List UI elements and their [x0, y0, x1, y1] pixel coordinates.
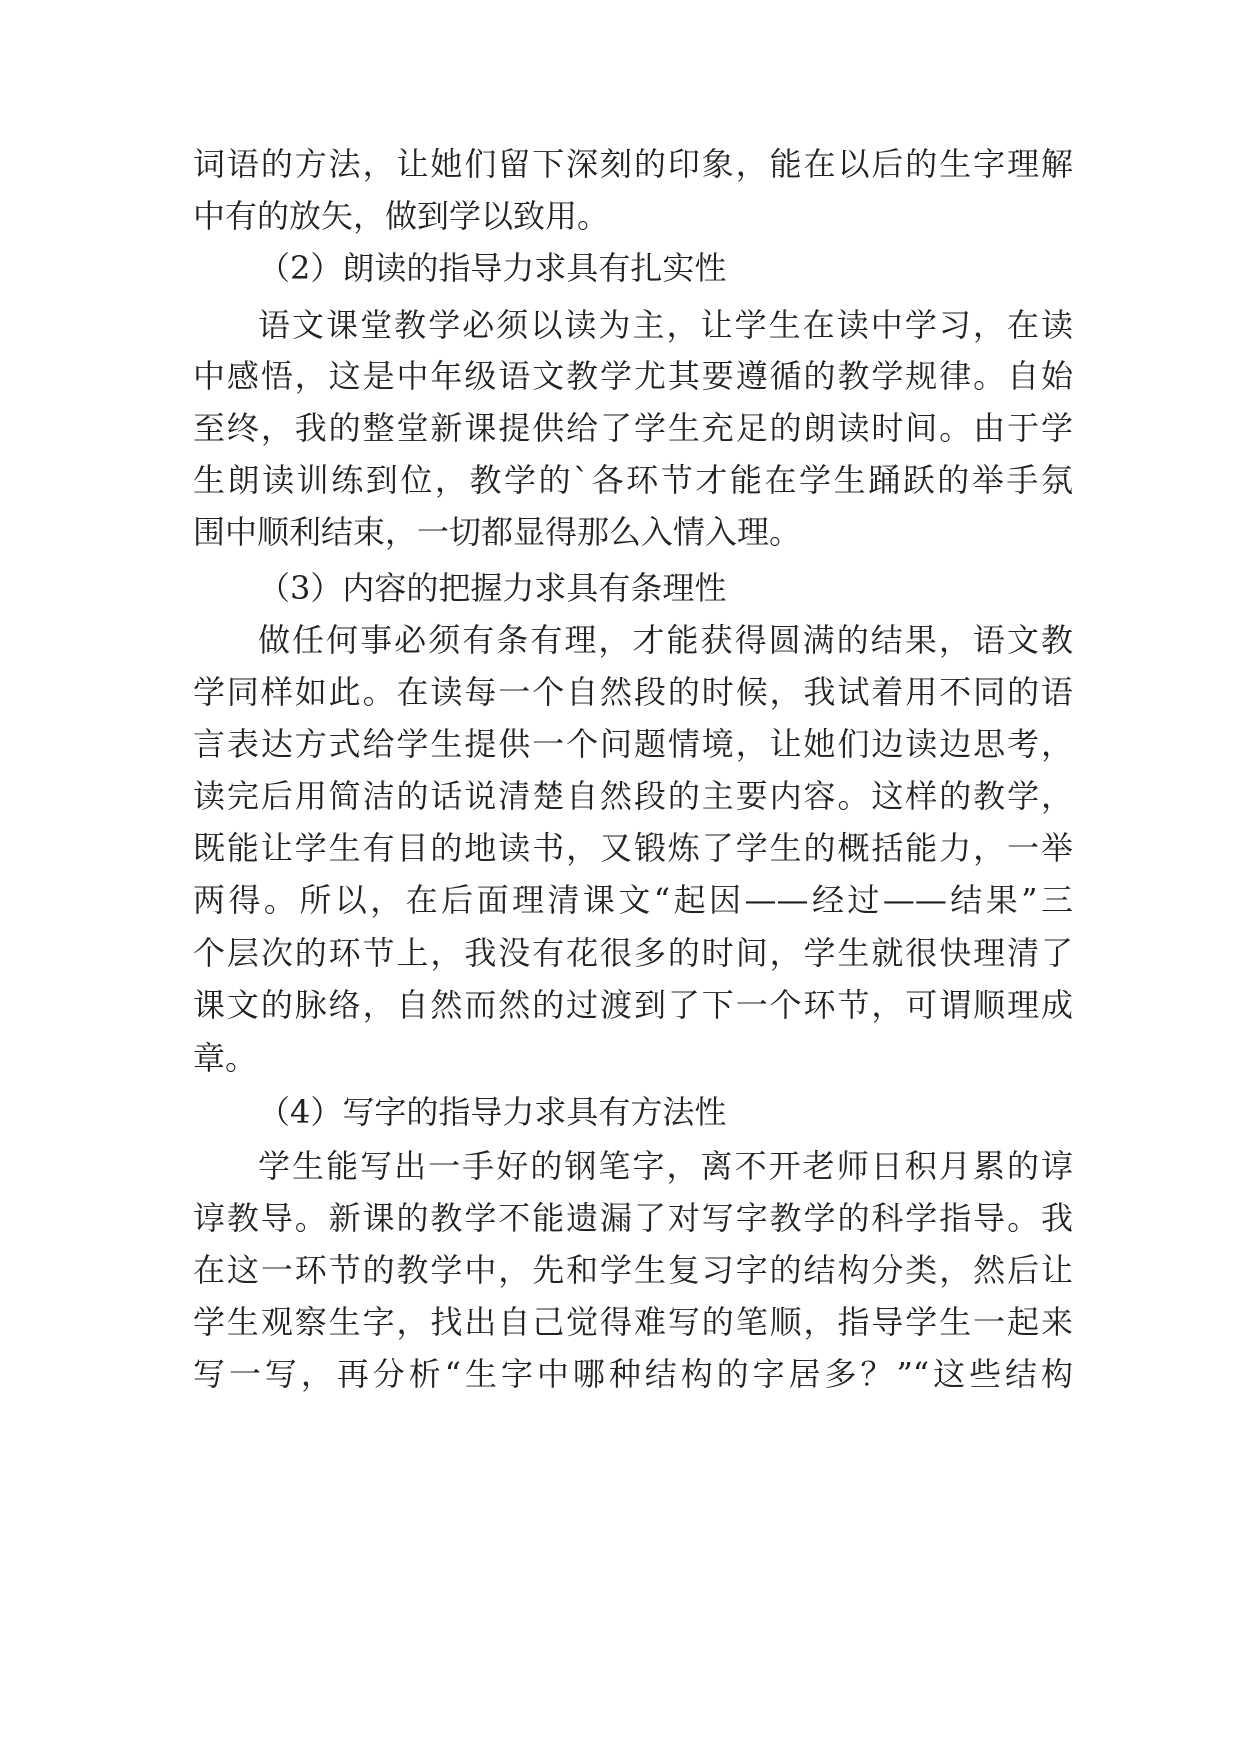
text-line: 两得。所以，在后面理清课文“起因——经过——结果”三 [193, 881, 1073, 919]
text-line: 写一写，再分析“生字中哪种结构的字居多？”“这些结构 [193, 1355, 1073, 1393]
text-line: 个层次的环节上，我没有花很多的时间，学生就很快理清了 [193, 934, 1073, 972]
text-line: 言表达方式给学生提供一个问题情境，让她们边读边思考， [193, 725, 1073, 763]
text-line: 围中顺利结束，一切都显得那么入情入理。 [193, 513, 802, 551]
paragraph-first-line: 语文课堂教学必须以读为主，让学生在读中学习，在读 [258, 306, 1073, 344]
section-heading: （4）写字的指导力求具有方法性 [258, 1093, 727, 1131]
paragraph-first-line: 学生能写出一手好的钢笔字，离不开老师日积月累的谆 [258, 1147, 1073, 1185]
text-line: 谆教导。新课的教学不能遗漏了对写字教学的科学指导。我 [193, 1199, 1073, 1237]
text-line: 课文的脉络，自然而然的过渡到了下一个环节，可谓顺理成 [193, 986, 1073, 1024]
text-line: 词语的方法，让她们留下深刻的印象，能在以后的生字理解 [193, 145, 1073, 183]
text-line: 学同样如此。在读每一个自然段的时候，我试着用不同的语 [193, 673, 1073, 711]
section-heading: （3）内容的把握力求具有条理性 [258, 569, 727, 607]
text-line: 既能让学生有目的地读书，又锻炼了学生的概括能力，一举 [193, 829, 1073, 867]
text-line: 中有的放矢，做到学以致用。 [193, 197, 610, 235]
text-line: 学生观察生字，找出自己觉得难写的笔顺，指导学生一起来 [193, 1303, 1073, 1341]
text-line: 读完后用简洁的话说清楚自然段的主要内容。这样的教学， [193, 777, 1073, 815]
paragraph-first-line: 做任何事必须有条有理，才能获得圆满的结果，语文教 [258, 621, 1073, 659]
text-line: 至终，我的整堂新课提供给了学生充足的朗读时间。由于学 [193, 409, 1073, 447]
text-line: 中感悟，这是中年级语文教学尤其要遵循的教学规律。自始 [193, 357, 1073, 395]
text-line: 在这一环节的教学中，先和学生复习字的结构分类，然后让 [193, 1251, 1073, 1289]
text-line: 生朗读训练到位，教学的`各环节才能在学生踊跃的举手氛 [193, 461, 1073, 499]
section-heading: （2）朗读的指导力求具有扎实性 [258, 249, 727, 287]
text-line: 章。 [193, 1039, 258, 1077]
